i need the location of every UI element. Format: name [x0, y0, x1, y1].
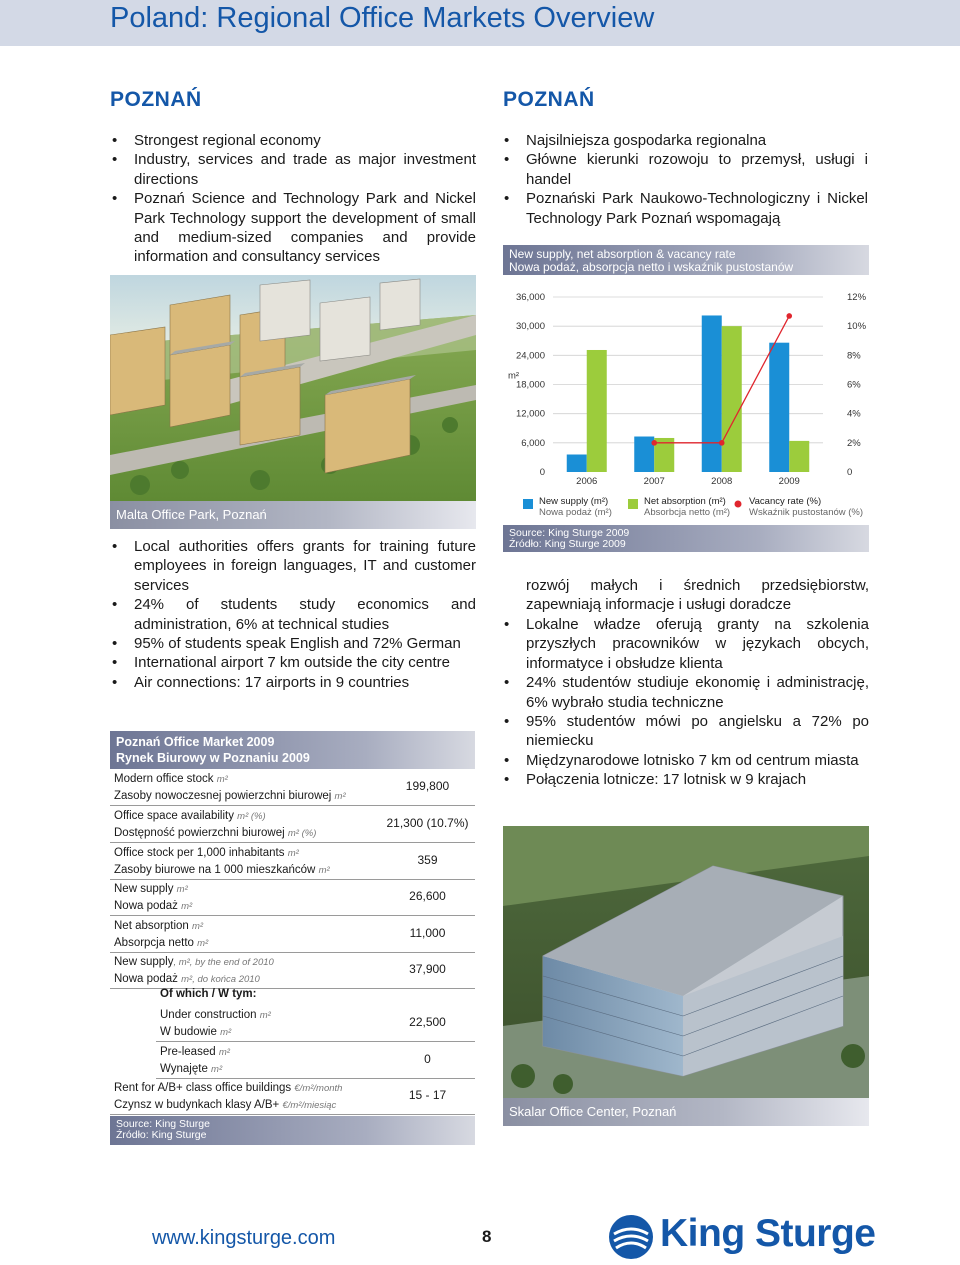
y2-tick-label: 8% — [847, 350, 861, 362]
x-tick-label: 2007 — [643, 476, 665, 487]
x-tick-label: 2008 — [711, 476, 733, 487]
chart-header: New supply, net absorption & vacancy rate Nowa podaż, absorpcja netto i wskaźnik pustostanów — [503, 245, 869, 275]
market-value: 199,800 — [405, 779, 450, 793]
bar-new-supply-2009 — [769, 343, 789, 472]
details-bullets-en — [110, 537, 476, 692]
legend-label: Absorbcja netto (m²) — [644, 507, 731, 518]
list-item: • Międzynarodowe lotnisko 7 km od centrum miasta — [502, 751, 869, 770]
table-row: Pre-leased m² Wynajęte m² 0 — [156, 1042, 475, 1079]
table-row: Rent for A/B+ class office buildings €/m²/month Czynsz w budynkach klasy A/B+ €/m²/miesiąc 15 - 17 — [110, 1078, 475, 1115]
market-table-header — [110, 731, 475, 769]
x-tick-label: 2006 — [576, 476, 598, 487]
king-sturge-logo-icon — [608, 1214, 654, 1260]
legend-label: New supply (m²) — [539, 496, 609, 507]
y-tick-label: 0 — [539, 467, 545, 478]
table-row: New supply m² Nowa podaż m² 26,600 — [110, 879, 475, 916]
bar-net-absorption-2009 — [789, 441, 809, 472]
list-item: • Główne kierunki rozowoju to przemysł, usługi i handel — [502, 150, 868, 189]
list-item: • 24% of students study economics and administration, 6% at technical studies — [110, 595, 476, 634]
bar-net-absorption-2008 — [722, 326, 742, 472]
king-sturge-logo: King Sturge — [660, 1212, 876, 1255]
market-value: 26,600 — [409, 889, 446, 903]
vacancy-rate-point — [786, 313, 792, 319]
legend-swatch — [523, 499, 533, 509]
y2-tick-label: 4% — [847, 408, 861, 420]
malta-office-park-photo — [110, 275, 476, 501]
y-tick-label: 36,000 — [515, 292, 545, 303]
list-item: • Lokalne władze oferują granty na szkolenia przyszłych pracowników w językach obcych, informatyce i obsłudze klienta — [502, 615, 869, 673]
bar-new-supply-2007 — [634, 437, 654, 472]
market-value: 22,500 — [409, 1015, 446, 1029]
list-item: • Poznański Park Naukowo-Technologiczny i Nickel Technology Park Poznań wspomagają — [502, 189, 868, 228]
list-item: • 95% of students speak English and 72% German — [110, 634, 476, 653]
list-item: • Local authorities offers grants for training future employees in foreign languages, IT and customer services — [110, 537, 476, 595]
table-row: Office stock per 1,000 inhabitants m² Zasoby biurowe na 1 000 mieszkańców m² 359 — [110, 843, 475, 880]
market-title-en: Poznań Office Market 2009 — [116, 735, 275, 749]
legend-label: Wskaźnik pustostanów (%) — [749, 507, 864, 518]
x-tick-label: 2009 — [778, 476, 800, 487]
list-item: • International airport 7 km outside the city centre — [110, 653, 476, 672]
chart-area — [503, 275, 869, 525]
legend-label: Net absorption (m²) — [644, 496, 726, 507]
market-value: 0 — [424, 1052, 431, 1066]
y-tick-label: 6,000 — [521, 437, 545, 449]
table-row: Modern office stock m² Zasoby nowoczesnej powierzchni biurowej m² 199,800 — [110, 769, 475, 806]
y2-tick-label: 10% — [847, 321, 867, 333]
bar-new-supply-2008 — [702, 315, 722, 472]
y2-tick-label: 0 — [847, 467, 853, 478]
list-item: • Poznań Science and Technology Park and Nickel Park Technology support the development of small and medium-sized companies and provide information and consultancy services — [110, 189, 476, 267]
market-value: 15 - 17 — [408, 1088, 447, 1102]
table-row: Under construction m² W budowie m² 22,500 — [156, 1005, 475, 1042]
y-tick-label: 18,000 — [515, 379, 545, 391]
market-subhead: Of which / W tym: — [160, 988, 257, 1000]
chart-svg — [503, 275, 869, 525]
vacancy-rate-point — [719, 440, 725, 446]
chart-source: Source: King Sturge 2009 Źródło: King Sturge 2009 — [503, 525, 869, 552]
y-tick-label: 12,000 — [515, 408, 545, 420]
skalar-office-center-photo — [503, 826, 869, 1098]
y2-tick-label: 2% — [847, 437, 861, 449]
vacancy-rate-point — [651, 440, 657, 446]
details-bullets-pl — [502, 615, 869, 790]
bar-net-absorption-2006 — [587, 350, 607, 472]
market-source: Source: King Sturge Źródło: King Sturge — [110, 1116, 475, 1145]
footer-url[interactable]: www.kingsturge.com — [152, 1227, 336, 1249]
list-item: • Air connections: 17 airports in 9 countries — [110, 673, 476, 692]
list-item: • Połączenia lotnicze: 17 lotnisk w 9 krajach — [502, 770, 869, 789]
y-tick-label: 30,000 — [515, 321, 545, 333]
y2-tick-label: 12% — [847, 292, 867, 303]
photo-caption-skalar: Skalar Office Center, Poznań — [503, 1098, 869, 1126]
market-title-pl: Rynek Biurowy w Poznaniu 2009 — [116, 751, 310, 765]
section-title-pl: POZNAŃ — [503, 88, 595, 111]
intro-bullets-pl — [502, 131, 868, 228]
intro-bullets-en — [110, 131, 476, 267]
market-value: 21,300 (10.7%) — [386, 816, 469, 830]
legend-swatch — [735, 501, 742, 508]
table-row: Office space availability m² (%) Dostępność powierzchni biurowej m² (%) 21,300 (10.7%) — [110, 806, 475, 843]
market-value: 37,900 — [409, 962, 446, 976]
table-row: New supply, m², by the end of 2010 Nowa podaż m², do końca 2010 37,900 — [110, 952, 475, 989]
market-value: 11,000 — [409, 926, 446, 940]
page-title: Poland: Regional Office Markets Overview — [110, 2, 655, 34]
table-row: Net absorption m² Absorpcja netto m² 11,000 — [110, 916, 475, 953]
legend-label: Nowa podaż (m²) — [539, 507, 612, 518]
legend-swatch — [628, 499, 638, 509]
legend-label: Vacancy rate (%) — [749, 496, 822, 507]
photo-caption-malta: Malta Office Park, Poznań — [110, 501, 476, 529]
page-number: 8 — [482, 1227, 492, 1246]
y-tick-label: 24,000 — [515, 350, 545, 362]
continuation-text: rozwój małych i średnich przedsiębiorstw, zapewniają informacje i usługi doradcze — [526, 577, 869, 614]
y2-tick-label: 6% — [847, 379, 861, 391]
list-item: • Strongest regional economy — [110, 131, 476, 150]
bar-new-supply-2006 — [567, 455, 587, 473]
list-item: • Najsilniejsza gospodarka regionalna — [502, 131, 868, 150]
list-item: • 24% studentów studiuje ekonomię i administrację, 6% wybrało studia techniczne — [502, 673, 869, 712]
list-item: • 95% studentów mówi po angielsku a 72% po niemiecku — [502, 712, 869, 751]
section-title-en: POZNAŃ — [110, 88, 202, 111]
list-item: • Industry, services and trade as major investment directions — [110, 150, 476, 189]
y-axis-label: m² — [508, 370, 520, 382]
market-value: 359 — [417, 853, 438, 867]
